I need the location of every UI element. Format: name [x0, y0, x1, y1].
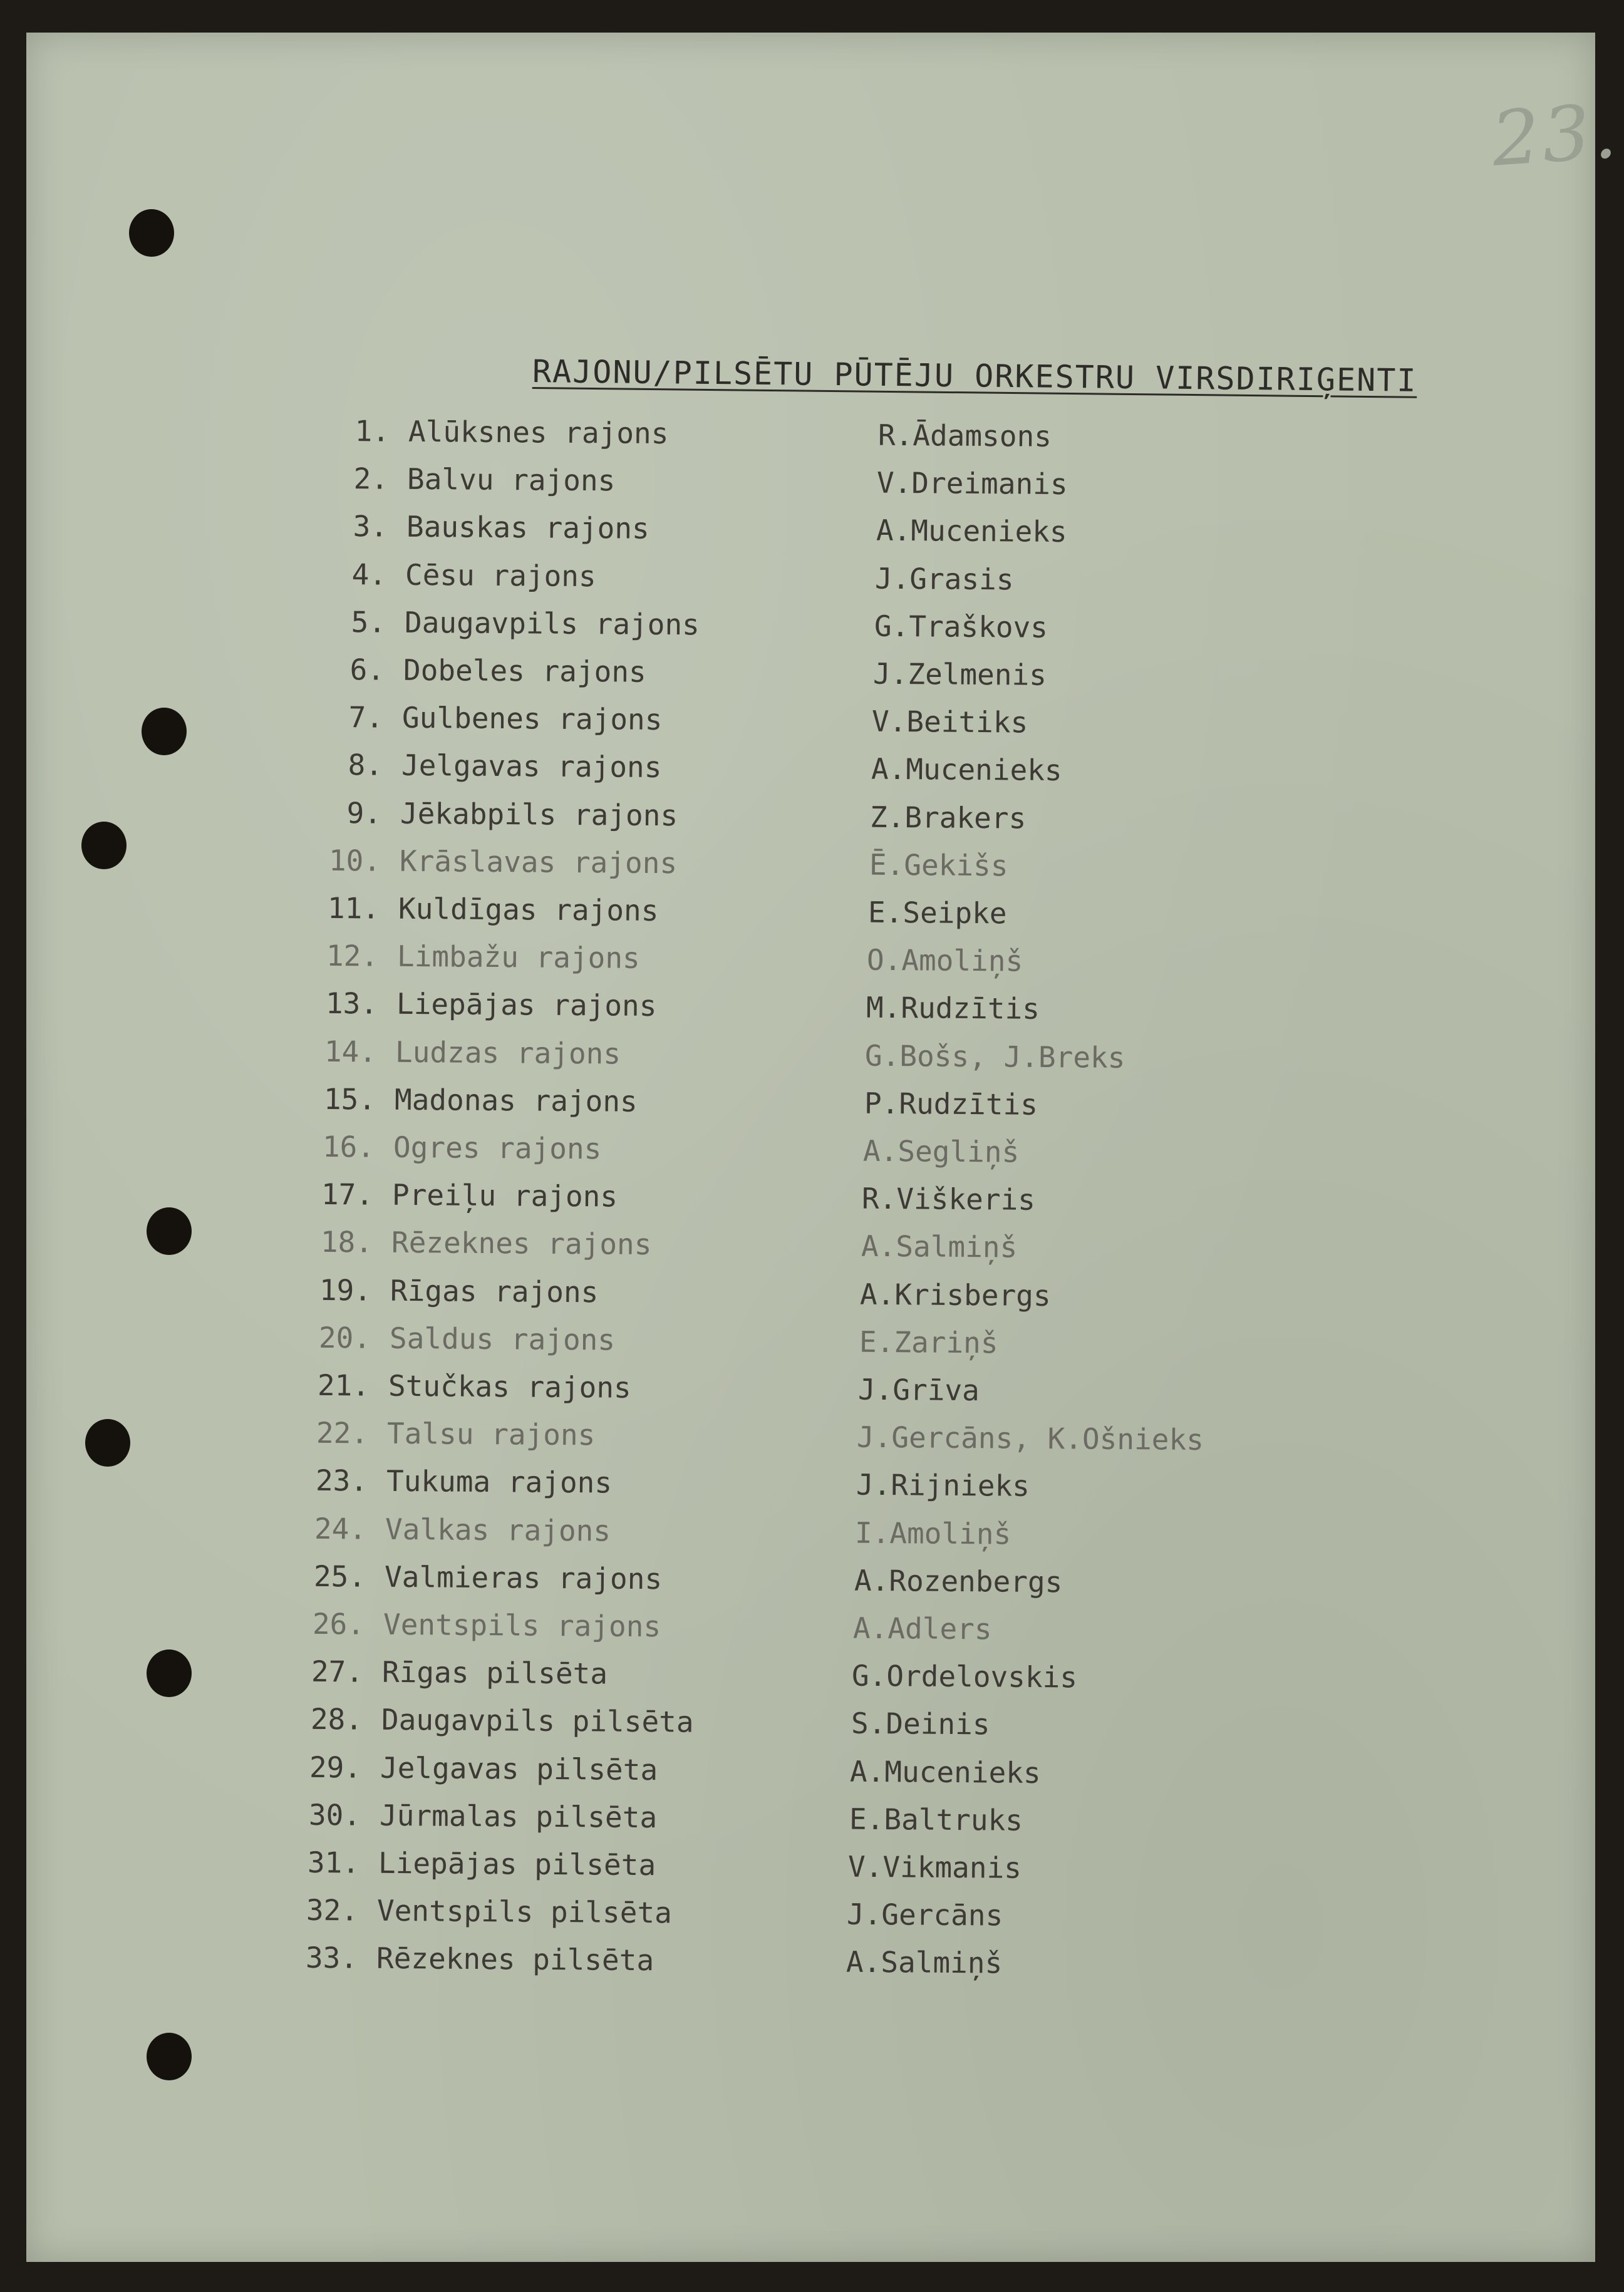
- list-item: [16, 889, 1394, 943]
- conductor-name: E.Seipke: [867, 895, 1007, 931]
- district-name: Cēsu rajons: [405, 557, 597, 593]
- district-name: Rīgas pilsēta: [382, 1654, 608, 1691]
- list-item: [2, 1557, 1380, 1611]
- list-item: [22, 602, 1400, 657]
- district-name: Madonas rajons: [394, 1082, 638, 1118]
- item-number: 28.: [310, 1702, 363, 1737]
- item-number: 29.: [309, 1750, 362, 1785]
- list-item: [10, 1175, 1388, 1229]
- conductor-name: Ē.Gekišs: [869, 847, 1008, 883]
- item-number: 15.: [323, 1081, 376, 1117]
- conductor-name: P.Rudzītis: [864, 1086, 1038, 1122]
- district-name: Balvu rajons: [407, 462, 616, 498]
- conductor-name: A.Krisbergs: [860, 1277, 1052, 1313]
- conductor-name: S.Deinis: [851, 1706, 990, 1742]
- item-number: 14.: [324, 1034, 377, 1069]
- list-item: [21, 650, 1399, 705]
- conductor-name: E.Baltruks: [849, 1802, 1023, 1837]
- item-number: 32.: [306, 1893, 359, 1928]
- punch-hole: [129, 209, 174, 257]
- list-item: [15, 936, 1393, 991]
- list-item: [0, 1700, 1377, 1754]
- conductor-name: O.Amoliņš: [867, 942, 1023, 978]
- item-number: 2.: [353, 462, 389, 496]
- item-number: 16.: [322, 1129, 375, 1164]
- district-name: Ogres rajons: [393, 1130, 602, 1166]
- district-name: Dobeles rajons: [403, 653, 646, 689]
- punch-hole: [142, 708, 187, 755]
- item-number: 20.: [318, 1320, 371, 1355]
- conductor-name: A.Mucenieks: [850, 1754, 1042, 1790]
- item-number: 12.: [326, 939, 379, 973]
- conductor-name: Z.Brakers: [870, 800, 1027, 835]
- district-name: Kuldīgas rajons: [398, 891, 659, 928]
- conductor-name: J.Rijnieks: [856, 1468, 1030, 1504]
- item-number: 23.: [315, 1463, 368, 1498]
- list-item: [19, 745, 1397, 800]
- punch-hole: [81, 822, 127, 869]
- conductor-name: G.Bošs, J.Breks: [865, 1038, 1125, 1075]
- conductor-name: G.Ordelovskis: [852, 1658, 1078, 1695]
- document-title: RAJONU/PILSĒTU PŪTĒJU ORKESTRU VIRSDIRIĢENTI: [532, 353, 1417, 399]
- conductor-list: [26, 33, 1595, 2262]
- list-item: [25, 459, 1403, 514]
- conductor-name: J.Grīva: [857, 1372, 980, 1408]
- district-name: Jēkabpils rajons: [400, 796, 678, 832]
- district-name: Rēzeknes pilsēta: [376, 1941, 654, 1978]
- district-name: Daugavpils pilsēta: [381, 1703, 694, 1740]
- item-number: 30.: [308, 1797, 361, 1832]
- list-item: [0, 1891, 1373, 1945]
- item-number: 3.: [353, 509, 388, 544]
- district-name: Jelgavas rajons: [401, 748, 662, 785]
- conductor-name: G.Traškovs: [874, 609, 1048, 644]
- list-item: [7, 1318, 1385, 1373]
- conductor-name: A.Salmiņš: [846, 1945, 1003, 1981]
- list-item: [14, 984, 1392, 1038]
- item-number: 17.: [321, 1177, 374, 1212]
- list-item: [0, 1938, 1372, 1993]
- list-item: [5, 1413, 1383, 1468]
- district-name: Jelgavas pilsēta: [380, 1750, 658, 1787]
- conductor-name: M.Rudzītis: [866, 991, 1040, 1026]
- district-name: Krāslavas rajons: [399, 844, 677, 880]
- district-name: Ventspils pilsēta: [377, 1893, 673, 1930]
- conductor-name: A.Rozenbergs: [854, 1563, 1063, 1599]
- district-name: Ludzas rajons: [395, 1035, 621, 1071]
- district-name: Jūrmalas pilsēta: [379, 1798, 657, 1835]
- list-item: [20, 698, 1398, 752]
- district-name: Daugavpils rajons: [404, 605, 700, 642]
- conductor-name: V.Vikmanis: [847, 1849, 1022, 1885]
- list-item: [13, 1032, 1391, 1087]
- list-item: [0, 1795, 1375, 1850]
- list-item: [11, 1127, 1389, 1182]
- list-item: [12, 1080, 1390, 1134]
- item-number: 13.: [325, 986, 378, 1021]
- conductor-name: A.Segliņš: [862, 1133, 1020, 1169]
- item-number: 4.: [351, 557, 387, 592]
- item-number: 19.: [319, 1272, 372, 1308]
- item-number: 33.: [305, 1941, 358, 1975]
- item-number: 9.: [346, 795, 382, 830]
- conductor-name: V.Dreimanis: [877, 465, 1068, 502]
- district-name: Liepājas pilsēta: [378, 1845, 656, 1882]
- list-item: [0, 1843, 1374, 1897]
- item-number: 11.: [327, 890, 380, 926]
- district-name: Tukuma rajons: [386, 1464, 613, 1500]
- handwritten-page-number: 23.: [1489, 88, 1622, 183]
- list-item: [8, 1271, 1386, 1325]
- punch-hole: [85, 1419, 130, 1467]
- district-name: Stučkas rajons: [388, 1368, 631, 1405]
- item-number: 21.: [317, 1368, 370, 1403]
- list-item: [9, 1222, 1387, 1277]
- list-item: [18, 793, 1396, 848]
- item-number: 25.: [313, 1559, 366, 1594]
- list-item: [0, 1748, 1376, 1802]
- list-item: [26, 411, 1404, 466]
- item-number: 22.: [316, 1416, 369, 1450]
- list-item: [4, 1461, 1382, 1515]
- list-item: [3, 1509, 1381, 1564]
- item-number: 5.: [351, 604, 386, 639]
- district-name: Rīgas rajons: [390, 1273, 599, 1309]
- conductor-name: J.Gercāns, K.Ošnieks: [857, 1420, 1204, 1457]
- district-name: Limbažu rajons: [397, 939, 641, 976]
- item-number: 8.: [348, 748, 383, 782]
- list-item: [24, 507, 1402, 561]
- district-name: Liepājas rajons: [396, 987, 657, 1023]
- district-name: Preiļu rajons: [392, 1177, 618, 1214]
- punch-hole: [147, 1207, 192, 1255]
- district-name: Saldus rajons: [389, 1321, 615, 1357]
- item-number: 6.: [349, 653, 385, 687]
- item-number: 7.: [348, 700, 384, 735]
- district-name: Rēzeknes rajons: [391, 1226, 652, 1262]
- conductor-name: A.Mucenieks: [871, 752, 1062, 788]
- conductor-name: R.Viškeris: [862, 1181, 1036, 1217]
- conductor-name: A.Mucenieks: [876, 514, 1067, 549]
- conductor-name: A.Salmiņš: [861, 1229, 1018, 1265]
- conductor-name: J.Gercāns: [847, 1897, 1003, 1933]
- list-item: [17, 841, 1395, 896]
- list-item: [6, 1366, 1384, 1420]
- item-number: 10.: [328, 843, 381, 878]
- item-number: 26.: [312, 1606, 365, 1641]
- conductor-name: E.Zariņš: [859, 1324, 998, 1360]
- punch-hole: [147, 1649, 192, 1697]
- district-name: Alūksnes rajons: [408, 414, 669, 451]
- conductor-name: R.Ādamsons: [877, 418, 1052, 453]
- district-name: Talsu rajons: [387, 1416, 596, 1452]
- list-item: [1, 1604, 1379, 1659]
- conductor-name: I.Amoliņš: [855, 1515, 1011, 1551]
- conductor-name: A.Adlers: [852, 1611, 992, 1646]
- district-name: Gulbenes rajons: [402, 700, 663, 737]
- district-name: Bauskas rajons: [406, 510, 649, 546]
- item-number: 31.: [307, 1845, 360, 1880]
- punch-hole: [147, 2033, 192, 2080]
- district-name: Valkas rajons: [385, 1512, 611, 1548]
- item-number: 18.: [320, 1225, 373, 1259]
- item-number: 27.: [311, 1654, 364, 1689]
- item-number: 1.: [354, 414, 390, 448]
- district-name: Valmieras rajons: [384, 1559, 662, 1596]
- district-name: Ventspils rajons: [383, 1607, 661, 1644]
- conductor-name: J.Zelmenis: [872, 656, 1047, 692]
- conductor-name: V.Beitiks: [872, 704, 1028, 740]
- list-item: [23, 555, 1401, 609]
- document-page: [26, 33, 1622, 2262]
- item-number: 24.: [314, 1511, 367, 1546]
- list-item: [0, 1652, 1378, 1706]
- conductor-name: J.Grasis: [875, 561, 1014, 597]
